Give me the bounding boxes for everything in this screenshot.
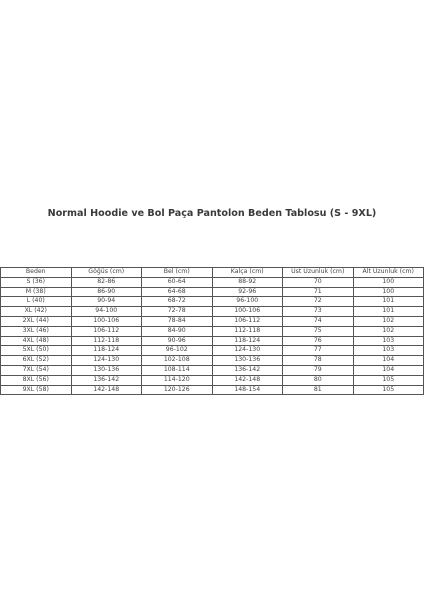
- table-cell-size: 9XL (58): [1, 385, 72, 395]
- table-row: [1, 326, 424, 336]
- table-cell-size: 8XL (56): [1, 375, 72, 385]
- table-cell-top-length: 76: [283, 336, 354, 346]
- table-cell-bottom-length: 105: [353, 375, 424, 385]
- table-cell-waist: 78-84: [142, 316, 213, 326]
- table-cell-top-length: 77: [283, 346, 354, 356]
- table-cell-waist: 84-90: [142, 326, 213, 336]
- column-header-size: Beden: [1, 268, 72, 278]
- table-cell-top-length: 75: [283, 326, 354, 336]
- table-cell-chest: 118-124: [71, 346, 142, 356]
- table-cell-size: 3XL (46): [1, 326, 72, 336]
- table-cell-hip: 130-136: [212, 356, 283, 366]
- table-cell-chest: 106-112: [71, 326, 142, 336]
- table-row: [1, 385, 424, 395]
- table-cell-top-length: 80: [283, 375, 354, 385]
- table-row: [1, 297, 424, 307]
- table-cell-chest: 130-136: [71, 365, 142, 375]
- table-row: [1, 287, 424, 297]
- table-cell-waist: 114-120: [142, 375, 213, 385]
- table-cell-top-length: 79: [283, 365, 354, 375]
- table-cell-bottom-length: 102: [353, 326, 424, 336]
- table-cell-waist: 68-72: [142, 297, 213, 307]
- table-cell-bottom-length: 101: [353, 297, 424, 307]
- table-cell-waist: 64-68: [142, 287, 213, 297]
- table-cell-bottom-length: 104: [353, 356, 424, 366]
- table-cell-hip: 124-130: [212, 346, 283, 356]
- table-cell-bottom-length: 104: [353, 365, 424, 375]
- table-cell-chest: 90-94: [71, 297, 142, 307]
- table-cell-waist: 96-102: [142, 346, 213, 356]
- table-row: [1, 356, 424, 366]
- table-cell-bottom-length: 103: [353, 346, 424, 356]
- table-cell-hip: 106-112: [212, 316, 283, 326]
- table-cell-bottom-length: 101: [353, 307, 424, 317]
- column-header-hip: Kalça (cm): [212, 268, 283, 278]
- table-cell-waist: 108-114: [142, 365, 213, 375]
- table-cell-top-length: 72: [283, 297, 354, 307]
- table-cell-bottom-length: 100: [353, 277, 424, 287]
- table-cell-bottom-length: 100: [353, 287, 424, 297]
- table-cell-size: XL (42): [1, 307, 72, 317]
- table-cell-size: 6XL (52): [1, 356, 72, 366]
- table-cell-size: 4XL (48): [1, 336, 72, 346]
- table-cell-hip: 100-106: [212, 307, 283, 317]
- column-header-top-length: Üst Uzunluk (cm): [283, 268, 354, 278]
- table-row: [1, 277, 424, 287]
- table-cell-chest: 86-90: [71, 287, 142, 297]
- table-cell-chest: 82-86: [71, 277, 142, 287]
- table-row: [1, 346, 424, 356]
- table-row: [1, 365, 424, 375]
- table-cell-top-length: 81: [283, 385, 354, 395]
- table-body: [1, 277, 424, 395]
- table-cell-hip: 136-142: [212, 365, 283, 375]
- table-cell-hip: 96-100: [212, 297, 283, 307]
- table-cell-bottom-length: 102: [353, 316, 424, 326]
- table-cell-chest: 94-100: [71, 307, 142, 317]
- table-cell-hip: 118-124: [212, 336, 283, 346]
- column-header-chest: Göğüs (cm): [71, 268, 142, 278]
- table-cell-top-length: 70: [283, 277, 354, 287]
- header-row: [1, 268, 424, 278]
- table-row: [1, 307, 424, 317]
- table-cell-size: 5XL (50): [1, 346, 72, 356]
- table-cell-waist: 102-108: [142, 356, 213, 366]
- table-cell-hip: 142-148: [212, 375, 283, 385]
- table-cell-waist: 90-96: [142, 336, 213, 346]
- table-cell-chest: 142-148: [71, 385, 142, 395]
- table-cell-waist: 120-126: [142, 385, 213, 395]
- table-cell-top-length: 71: [283, 287, 354, 297]
- table-cell-waist: 72-78: [142, 307, 213, 317]
- table-cell-size: S (36): [1, 277, 72, 287]
- table-cell-size: 2XL (44): [1, 316, 72, 326]
- table-cell-bottom-length: 103: [353, 336, 424, 346]
- table-cell-chest: 136-142: [71, 375, 142, 385]
- table-cell-hip: 92-96: [212, 287, 283, 297]
- table-cell-hip: 112-118: [212, 326, 283, 336]
- column-header-bottom-length: Alt Uzunluk (cm): [353, 268, 424, 278]
- table-row: [1, 375, 424, 385]
- table-header: [1, 268, 424, 278]
- table-cell-top-length: 74: [283, 316, 354, 326]
- table-cell-hip: 148-154: [212, 385, 283, 395]
- table-cell-hip: 88-92: [212, 277, 283, 287]
- table-cell-chest: 100-106: [71, 316, 142, 326]
- table-cell-waist: 60-64: [142, 277, 213, 287]
- page-title: Normal Hoodie ve Bol Paça Pantolon Beden Tablosu (S - 9XL): [47, 208, 377, 219]
- table-cell-size: 7XL (54): [1, 365, 72, 375]
- table-cell-size: M (38): [1, 287, 72, 297]
- table-cell-bottom-length: 105: [353, 385, 424, 395]
- column-header-waist: Bel (cm): [142, 268, 213, 278]
- table-row: [1, 336, 424, 346]
- table-row: [1, 316, 424, 326]
- size-chart-table: [0, 267, 424, 395]
- table-cell-top-length: 73: [283, 307, 354, 317]
- table-cell-chest: 112-118: [71, 336, 142, 346]
- table-cell-top-length: 78: [283, 356, 354, 366]
- table-cell-chest: 124-130: [71, 356, 142, 366]
- table-cell-size: L (40): [1, 297, 72, 307]
